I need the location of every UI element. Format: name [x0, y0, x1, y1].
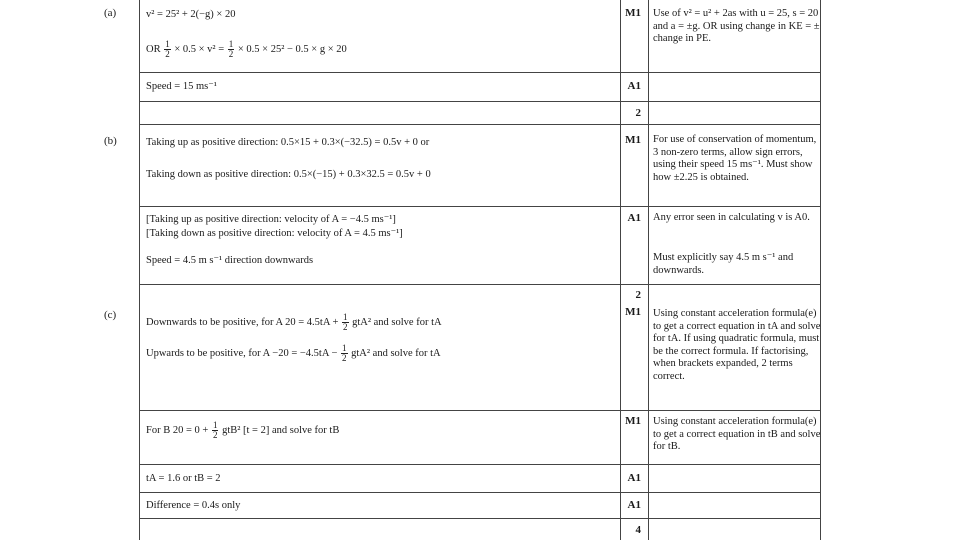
guidance-note: Any error seen in calculating v is A0.: [653, 212, 810, 223]
equation-line: For B 20 = 0 + $\frac{1}{2}$ gtB² [t = 2] and solve for tB: [146, 420, 340, 440]
equation-line: Downwards to be positive, for A 20 = 4.5tA + $\frac{1}{2}$ gtA² and solve for tA: [146, 312, 442, 332]
grid-line: [139, 284, 821, 285]
guidance-note: For use of conservation of momentum, 3 non-zero terms, allow sign errors, using their speed 15 ms⁻¹. Must show how ±2.25 is obtained.: [653, 134, 817, 183]
part-total: 2: [635, 107, 641, 119]
fraction: $\frac{1}{2}$: [212, 420, 218, 440]
equation-line: [Taking up as positive direction: velocity of A = −4.5 ms⁻¹]: [146, 214, 396, 225]
equation-line: Taking up as positive direction: 0.5×15 + 0.3×(−32.5) = 0.5v + 0 or: [146, 137, 430, 148]
part-total: 4: [635, 524, 641, 536]
grid-line: [648, 0, 649, 540]
grid-line: [139, 101, 821, 102]
mark-code: A1: [627, 80, 641, 92]
answer-line: tA = 1.6 or tB = 2: [146, 473, 221, 484]
part-label-b: (b): [104, 135, 117, 147]
equation-line: v² = 25² + 2(−g) × 20: [146, 9, 236, 20]
part-total: 2: [635, 289, 641, 301]
grid-line: [139, 0, 140, 540]
grid-line: [139, 206, 821, 207]
part-label-a: (a): [104, 7, 117, 19]
answer-line: Difference = 0.4s only: [146, 500, 241, 511]
grid-line: [139, 492, 821, 493]
mark-code: M1: [625, 415, 641, 427]
mark-code: M1: [625, 7, 641, 19]
grid-line: [139, 464, 821, 465]
equation-line: Upwards to be positive, for A −20 = −4.5tA − $\frac{1}{2}$ gtA² and solve for tA: [146, 343, 441, 363]
equation-line: [Taking down as positive direction: velocity of A = 4.5 ms⁻¹]: [146, 228, 403, 239]
answer-line: Speed = 15 ms⁻¹: [146, 81, 217, 92]
part-label-c: (c): [104, 309, 117, 321]
grid-line: [139, 124, 821, 125]
guidance-note: Must explicitly say 4.5 m s⁻¹ and downwards.: [653, 252, 794, 276]
mark-code: M1: [625, 306, 641, 318]
mark-code: A1: [627, 472, 641, 484]
mark-code: A1: [627, 499, 641, 511]
fraction: $\frac{1}{2}$: [343, 312, 348, 332]
fraction: $\frac{1}{2}$: [228, 39, 234, 59]
grid-line: [139, 518, 821, 519]
mark-code: M1: [625, 134, 641, 146]
grid-line: [139, 410, 821, 411]
grid-line: [139, 72, 821, 73]
mark-code: A1: [627, 212, 641, 224]
guidance-note: Use of v² = u² + 2as with u = 25, s = 20 and a = ±g. OR using change in KE = ± change in PE.: [653, 8, 820, 44]
equation-line: OR $\frac{1}{2}$ × 0.5 × v² = $\frac{1}{2}$ × 0.5 × 25² − 0.5 × g × 20: [146, 39, 347, 59]
fraction: $\frac{1}{2}$: [165, 39, 170, 59]
fraction: $\frac{1}{2}$: [342, 343, 347, 363]
guidance-note: Using constant acceleration formula(e) to get a correct equation in tB and solve for tB.: [653, 416, 821, 452]
guidance-note: Using constant acceleration formula(e) to get a correct equation in tA and solve for tA. If using quadratic formula, must be the correct formula. If factorising, when brackets expanded, 2 terms correct.: [653, 308, 821, 382]
equation-line: Taking down as positive direction: 0.5×(−15) + 0.3×32.5 = 0.5v + 0: [146, 169, 431, 180]
answer-line: Speed = 4.5 m s⁻¹ direction downwards: [146, 255, 314, 266]
